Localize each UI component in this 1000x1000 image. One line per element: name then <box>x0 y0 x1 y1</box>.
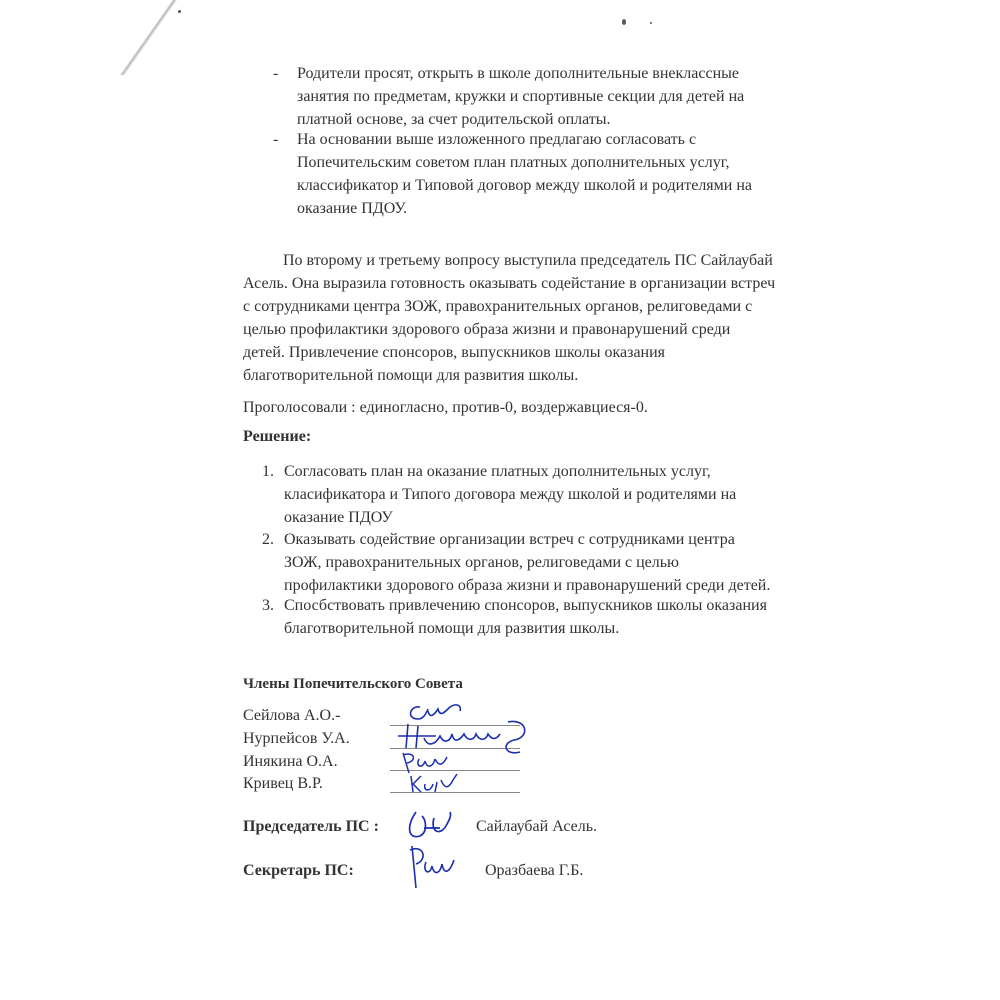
text-line: оказание ПДОУ. <box>297 200 408 217</box>
signature-chair <box>400 806 460 846</box>
text-line: класификатора и Типого договора между школой и родителями на <box>284 486 737 503</box>
dash-list-item <box>273 128 813 220</box>
text-line: благотворительной помощи для развития школы. <box>284 620 620 637</box>
text-line: Асель. Она выразила готовность оказывать содейстание в организации встреч <box>243 275 776 292</box>
scan-speck <box>650 22 652 24</box>
dash-marker: - <box>273 131 279 148</box>
text-line: благотворительной помощи для развития школы. <box>243 367 579 384</box>
text-line: целью профилактики здорового образа жизни и правонарушений среди <box>243 321 731 338</box>
member-name: Кривец В.Р. <box>243 775 323 792</box>
decision-item <box>262 594 822 640</box>
signature-krivets <box>405 770 465 798</box>
text-line: Согласовать план на оказание платных дополнительных услуг, <box>284 463 711 480</box>
members-title: Члены Попечительского Совета <box>243 676 463 692</box>
text-line: занятия по предметам, кружки и спортивные секции для детей на <box>297 88 745 105</box>
text-line: детей. Привлечение спонсоров, выпускников школы оказания <box>243 344 666 361</box>
text-line: Попечительским советом план платных дополнительных услуг, <box>297 154 730 171</box>
member-name: Инякина О.А. <box>243 753 338 770</box>
text-line: с сотрудниками центра ЗОЖ, правохранительных органов, религоведами с <box>243 298 753 315</box>
chair-name: Сайлаубай Асель. <box>476 818 598 835</box>
speech-paragraph <box>243 249 813 387</box>
secretary-label: Секретарь ПС: <box>243 862 354 879</box>
dash-marker: - <box>273 65 279 82</box>
signature-secretary <box>400 842 460 892</box>
text-line: платной основе, за счет родительской оплаты. <box>297 111 611 128</box>
text-line: Спосбствовать привлечению спонсоров, выпускников школы оказания <box>284 597 767 614</box>
decision-number: 1. <box>262 463 274 480</box>
decision-number: 2. <box>262 531 274 548</box>
text-line: Родители просят, открыть в школе дополнительные внеклассные <box>297 65 739 82</box>
decision-item <box>262 460 822 529</box>
page-fold-mark <box>118 0 178 75</box>
member-name: Сейлова А.О.- <box>243 707 341 724</box>
member-name: Нурпейсов У.А. <box>243 730 350 747</box>
text-line: ЗОЖ, правохранительных органов, религоведами с целью <box>284 554 680 571</box>
text-line: На основании выше изложенного предлагаю согласовать с <box>297 131 697 148</box>
decision-heading: Решение: <box>243 428 312 445</box>
secretary-name: Оразбаева Г.Б. <box>485 862 584 879</box>
text-line: По второму и третьему вопросу выступила председатель ПС Сайлаубай <box>283 252 773 269</box>
decision-item <box>262 528 822 597</box>
text-line: оказание ПДОУ <box>284 509 393 526</box>
decision-number: 3. <box>262 597 274 614</box>
chair-label: Председатель ПС : <box>243 818 379 835</box>
scan-speck <box>622 19 626 25</box>
text-line: Оказывать содействие организации встреч с сотрудниками центра <box>284 531 735 548</box>
dash-list-item <box>273 62 813 131</box>
vote-result: Проголосовали : единогласно, против-0, воздержавциеся-0. <box>243 399 648 416</box>
text-line: профилактики здорового образа жизни и правонарушений среди детей. <box>284 577 771 594</box>
scan-speck <box>178 10 181 13</box>
text-line: классификатор и Типовой договор между школой и родителями на <box>297 177 753 194</box>
